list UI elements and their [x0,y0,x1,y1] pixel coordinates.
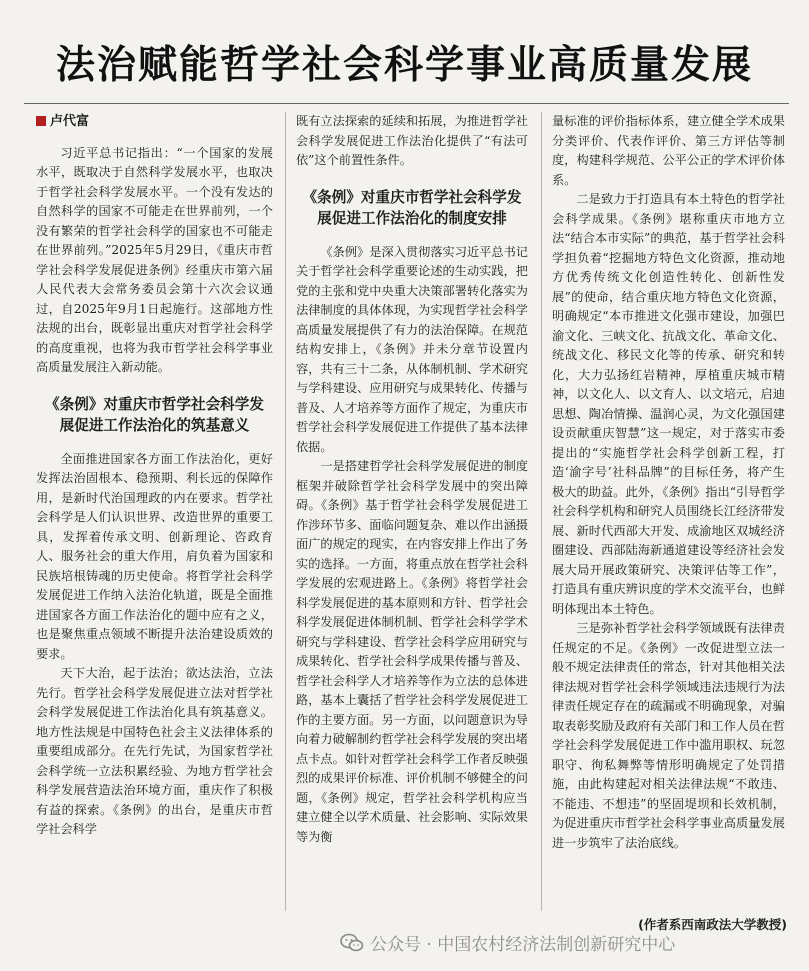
author-note: (作者系西南政法大学教授) [638,917,787,932]
paragraph: 全面推进国家各方面工作法治化，更好发挥法治固根本、稳预期、利长远的保障作用，是新时代治国理政的内在要求。哲学社会科学是人们认识世界、改造世界的重要工具，发挥着传承文明、创新理论、咨政育人、服务社会的重大作用，肩负着为国家和民族培根铸魂的历史使命。将哲学社会科学发展促进工作纳入法治化轨道，既是全面推进国家各方面工作法治化的题中应有之义，也是聚焦重点领域不断提升法治建设质效的要求。 [36,451,273,661]
wechat-icon [340,933,364,953]
byline-marker [36,116,46,126]
author-name: 卢代富 [50,114,90,129]
section-heading: 《条例》对重庆市哲学社会科学发展促进工作法治化的制度安排 [302,188,522,227]
column-2 [296,112,528,919]
watermark [340,930,675,955]
paragraph: 二是致力于打造具有本土特色的哲学社会科学成果。《条例》堪称重庆市地方立法“结合本市实际”的典范，基于哲学社会科学担负着“挖掘地方特色文化资源，推动地方优秀传统文化创造性转化、创新性发展”的使命，结合重庆地方特色文化资源，明确规定“本市推进文化强市建设，加强巴渝文化、三峡文化、抗战文化、革命文化、统战文化、移民文化等的传承、研究和转化，大力弘扬红岩精神，厚植重庆城市精神，以文化人、以文育人、以文培元，启迪思想、陶冶情操、温润心灵，为文化强国建设贡献重庆智慧”这一规定，对于落实市委提出的“实施哲学社会科学创新工程，打造‘渝字号’社科品牌”的目标任务，将产生极大的助益。此外，《条例》指出“引导哲学社会科学机构和研究人员围绕长江经济带发展、新时代西部大开发、成渝地区双城经济圈建设、西部陆海新通道建设等经济社会发展大局开展政策研究、决策评估等工作”，打造具有重庆辨识度的学术交流平台，也鲜明体现出本土特色。 [552,192,785,616]
column-3 [552,112,785,919]
headline: 法治赋能哲学社会科学事业高质量发展 [55,43,753,88]
byline [36,112,273,132]
paragraph: 量标准的评价指标体系，建立健全学术成果分类评价、代表作评价、第三方评估等制度，构建科学规范、公平公正的学术评价体系。 [552,114,785,187]
paragraph: 既有立法探索的延续和拓展，为推进哲学社会科学发展促进工作法治化提供了“有法可依”这个前置性条件。 [296,114,528,167]
paragraph: 天下大治，起于法治；欲达法治，立法先行。哲学社会科学发展促进立法对哲学社会科学发展促进工作法治化具有筑基意义。地方性法规是中国特色社会主义法律体系的重要组成部分。在先行先试，为国家哲学社会科学统一立法积累经验、为地方哲学社会科学发展营造法治环境方面，重庆作了积极有益的探索。《条例》的出台，是重庆市哲学社会科学 [36,666,273,836]
paragraph: 三是弥补哲学社会科学领域既有法律责任规定的不足。《条例》一改促进型立法一般不规定法律责任的常态，针对其他相关法律法规对哲学社会科学领域违法违规行为法律责任规定存在的疏漏或不明确现象，对骗取表彰奖励及政府有关部门和工作人员在哲学社会科学发展促进工作中滥用职权、玩忽职守、徇私舞弊等情形明确规定了处罚措施，由此构建起对相关法律法规“不敢违、不能违、不想违”的坚固堤坝和长效机制，为促进重庆市哲学社会科学事业高质量发展进一步筑牢了法治底线。 [552,621,785,850]
column-1 [36,112,273,919]
paragraph: 习近平总书记指出：“一个国家的发展水平，既取决于自然科学发展水平，也取决于哲学社会科学发展水平。一个没有发达的自然科学的国家不可能走在世界前列，一个没有繁荣的哲学社会科学的国家也不可能走在世界前列。”2025年5月29日，《重庆市哲学社会科学发展促进条例》经重庆市第六届人民代表大会常务委员会第十六次会议通过，自2025年9月1日起施行。这部地方性法规的出台，既彰显出重庆对哲学社会科学的高度重视，也将为我市哲学社会科学事业高质量发展注入新动能。 [36,145,273,374]
column-divider [285,112,286,911]
headline-rule [24,103,789,104]
watermark-text: 公众号 · 中国农村经济法制创新研究中心 [370,935,676,955]
section-heading: 《条例》对重庆市哲学社会科学发展促进工作法治化的筑基意义 [45,395,264,434]
column-divider [541,112,542,911]
paragraph: 一是搭建哲学社会科学发展促进的制度框架并破除哲学社会科学发展中的突出障碍。《条例》基于哲学社会科学发展促进工作涉环节多、面临问题复杂、难以作出涵摄面广的规定的现实，在内容安排上作出了务实的选择。一方面，将重点放在哲学社会科学发展的宏观进路上。《条例》将哲学社会科学发展促进的基本原则和方针、哲学社会科学发展促进体制机制、哲学社会科学学术研究与学科建设、哲学社会科学应用研究与成果转化、哲学社会科学成果传播与普及、哲学社会科学人才培养等作为立法的总体进路，基本上囊括了哲学社会科学发展促进工作的主要方面。另一方面，以问题意识为导向着力破解制约哲学社会科学发展的突出堵点卡点。如针对哲学社会科学工作者反映强烈的成果评价标准、评价机制不够健全的问题，《条例》规定，哲学社会科学机构应当建立健全以学术质量、社会影响、实际效果等为衡 [296,459,528,844]
paragraph: 《条例》是深入贯彻落实习近平总书记关于哲学社会科学重要论述的生动实践，把党的主张和党中央重大决策部署转化落实为法律制度的具体体现，为实现哲学社会科学高质量发展提供了有力的法治保障。在规范结构安排上，《条例》并未分章节设置内容，共有三十二条，从体制机制、学术研究与学科建设、应用研究与成果转化、传播与普及、人才培养等方面作了规定，为重庆市哲学社会科学发展促进工作提供了基本法律依据。 [296,244,528,454]
